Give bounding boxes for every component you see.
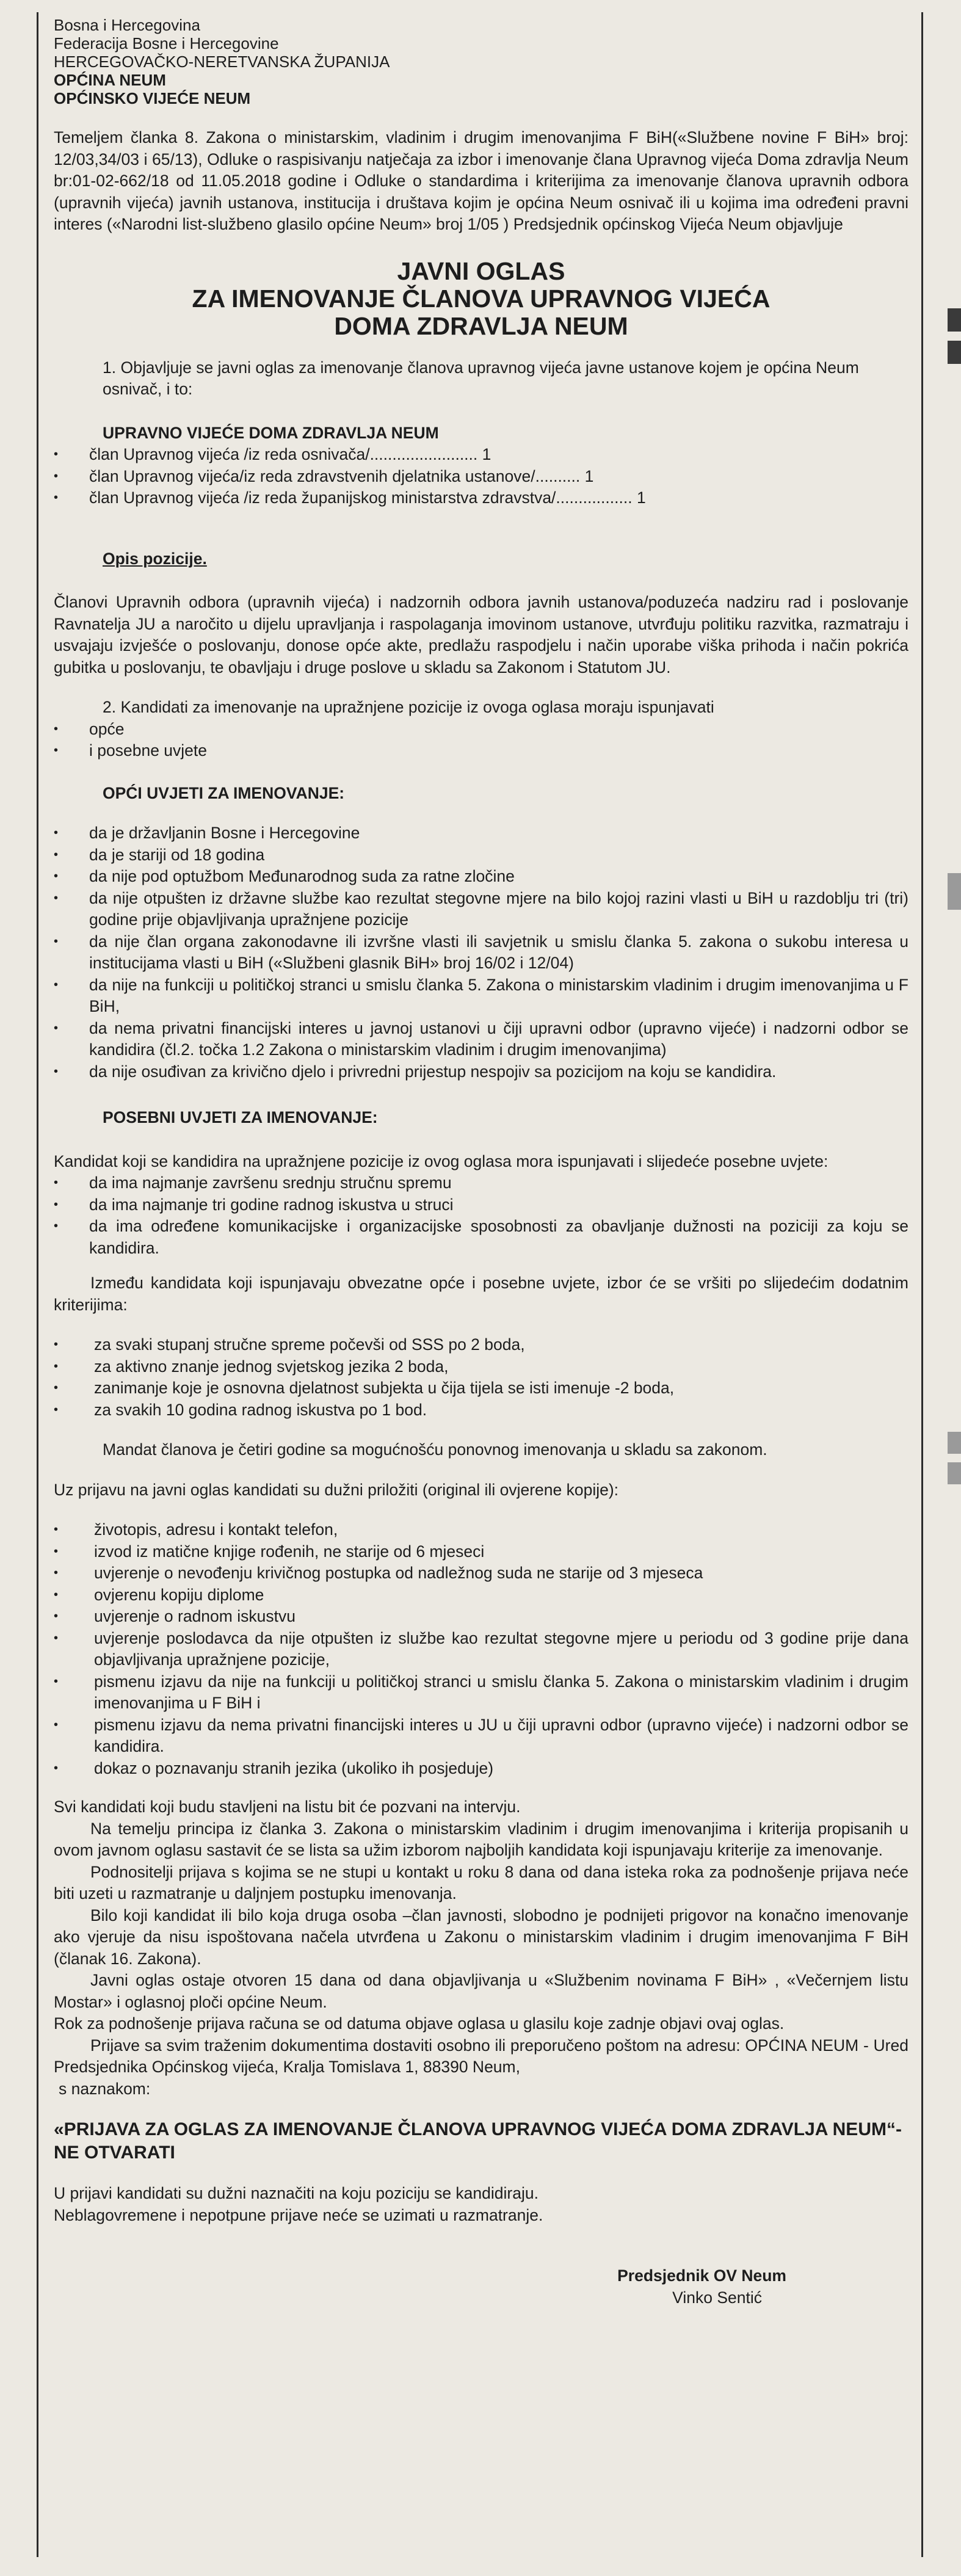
edge-mark <box>948 341 961 364</box>
edge-mark <box>948 873 961 910</box>
council-heading: UPRAVNO VIJEĆE DOMA ZDRAVLJA NEUM <box>103 423 439 442</box>
signature-name: Vinko Sentić <box>672 2288 762 2307</box>
final-paragraph: Neblagovremene i nepotpune prijave neće se uzimati u razmatranje. <box>54 2205 543 2224</box>
final-paragraph: Svi kandidati koji budu stavljeni na listu bit će pozvani na intervju. <box>54 1798 521 1816</box>
list-item: • opće <box>54 719 908 741</box>
intro-paragraph: Temeljem članka 8. Zakona o ministarskim, vladinim i drugim imenovanjima F BiH(«Službene novine F BiH» broj: 12/03,34/03 i 65/13), Odluke o raspisivanju natječaja za izbor i imenovanje člana Upravnog vijeća Doma zdravlja Neum br:01-02-662/18 od 11.05.2018 godine i Odluke o standardima i kriterijima za imenovanje članova upravnih odbora (upravnih vijeća) javnih ustanova, institucija i društava kojim je općina Neum osnivač ili u kojima ima određeni pravni interes («Narodni list-službeno glasilo općine Neum» broj 1/05 ) Predsjednik općinskog Vijeća Neum objavljuje <box>54 128 908 233</box>
edge-mark <box>948 1462 961 1484</box>
kriteriji-paragraph: Između kandidata koji ispunjavaju obvezatne opće i posebne uvjete, izbor će se vršiti po slijedećim dodatnim kriterijima: <box>54 1274 908 1314</box>
council-name: OPĆINSKO VIJEĆE NEUM <box>54 89 251 107</box>
list-item: • dokaz o poznavanju stranih jezika (ukoliko ih posjeduje) <box>54 1758 908 1780</box>
section-1-text: 1. Objavljuje se javni oglas za imenovanje članova upravnog vijeća javne ustanove kojem je općina Neum osnivač, i to: <box>103 358 859 398</box>
final-block <box>54 1796 908 2100</box>
list-item: • ovjerenu kopiju diplome <box>54 1584 908 1606</box>
notice-content <box>54 16 908 2309</box>
final-paragraph: Podnositelji prijava s kojima se ne stupi u kontakt u roku 8 dana od dana isteka roka za podnošenje prijava neće biti uzeti u razmatranje u daljnjem postupku imenovanja. <box>54 1862 908 1903</box>
final-paragraph: Rok za podnošenje prijava računa se od datuma objave oglasa u glasilu koje zadnje objavi ovaj oglas. <box>54 2014 785 2033</box>
opis-heading: Opis pozicije. <box>103 549 207 568</box>
edge-mark <box>948 1432 961 1454</box>
header-block <box>54 16 908 107</box>
final-paragraph: U prijavi kandidati su dužni naznačiti na koju poziciju se kandidiraju. <box>54 2184 539 2202</box>
title-line: JAVNI OGLAS <box>397 256 565 285</box>
signature-title: Predsjednik OV Neum <box>617 2266 786 2285</box>
list-item: • da nije otpušten iz državne službe kao rezultat stegovne mjere na bilo kojoj razini vlasti u BiH u razdoblju tri (tri) godine prije objavljivanja upražnjene pozicije <box>54 888 908 931</box>
title-line: DOMA ZDRAVLJA NEUM <box>334 311 628 340</box>
header-line: HERCEGOVAČKO-NERETVANSKA ŽUPANIJA <box>54 53 390 71</box>
list-item: • pismenu izjavu da nije na funkciji u političkoj stranci u smislu članka 5. Zakona o ministarskim vladinim i drugim imenovanjima u F BiH i <box>54 1671 908 1714</box>
list-item: • zanimanje koje je osnovna djelatnost subjekta u čija tijela se isti imenuje -2 boda, <box>54 1377 908 1399</box>
envelope-marking: «PRIJAVA ZA OGLAS ZA IMENOVANJE ČLANOVA UPRAVNOG VIJEĆA DOMA ZDRAVLJA NEUM“-NE OTVARATI <box>54 2119 902 2163</box>
list-item: • da je državljanin Bosne i Hercegovine <box>54 822 908 844</box>
opci-list <box>54 822 908 1083</box>
header-line: Bosna i Hercegovina <box>54 16 200 34</box>
list-item: • da nije osuđivan za krivično djelo i privredni prijestup nespojiv sa pozicijom na koju se kandidira. <box>54 1061 908 1083</box>
list-item: • uvjerenje o nevođenju krivičnog postupka od nadležnog suda ne starije od 3 mjeseca <box>54 1562 908 1584</box>
list-item: • za svakih 10 godina radnog iskustva po 1 bod. <box>54 1399 908 1421</box>
prilozi-list <box>54 1519 908 1779</box>
opis-paragraph: Članovi Upravnih odbora (upravnih vijeća) i nadzornih odbora javnih ustanova/poduzeća nadziru rad i poslovanje Ravnatelja JU a naročito u dijelu upravljanja i raspolaganja imovinom ustanove, utvrđuju politiku razvitka, razmatraju i usvajaju izvješće o poslovanju, donose opće akte, predlažu raspodjelu i način uporabe viška prihoda i način pokrića gubitka u poslovanju, te obavljaju i druge poslove u skladu sa Zakonom i Statutom JU. <box>54 593 908 677</box>
final-paragraph: Bilo koji kandidat ili bilo koja druga osoba –član javnosti, slobodno je podnijeti prigovor na konačno imenovanje ako vjeruje da nisu ispoštovana načela utvrđena u Zakonu o ministarskim vladinim i drugim imenovanjima F BiH (članak 16. Zakona). <box>54 1906 908 1968</box>
final-paragraph: s naznakom: <box>59 2079 151 2098</box>
municipality-name: OPĆINA NEUM <box>54 71 166 89</box>
list-item: • da nije pod optužbom Međunarodnog suda za ratne zločine <box>54 866 908 888</box>
title-line: ZA IMENOVANJE ČLANOVA UPRAVNOG VIJEĆA <box>192 284 771 313</box>
list-item: • da ima najmanje tri godine radnog iskustva u struci <box>54 1194 908 1216</box>
notice-title <box>54 258 908 340</box>
mandat-paragraph: Mandat članova je četiri godine sa mogućnošću ponovnog imenovanja u skladu sa zakonom. <box>103 1440 767 1459</box>
list-item: • da ima najmanje završenu srednju stručnu spremu <box>54 1172 908 1194</box>
list-item: • da nije na funkciji u političkoj stranci u smislu članka 5. Zakona o ministarskim vladinim i drugim imenovanjima u F BiH, <box>54 974 908 1018</box>
list-item: • da ima određene komunikacijske i organizacijske sposobnosti za obavljanje dužnosti na poziciji za koju se kandidira. <box>54 1216 908 1259</box>
posebni-list <box>54 1172 908 1259</box>
section-2-text: 2. Kandidati za imenovanje na upražnjene pozicije iz ovoga oglasa moraju ispunjavati <box>103 698 714 716</box>
list-item: • uvjerenje o radnom iskustvu <box>54 1606 908 1628</box>
prilozi-paragraph: Uz prijavu na javni oglas kandidati su dužni priložiti (original ili ovjerene kopije): <box>54 1480 619 1499</box>
kriteriji-list <box>54 1334 908 1421</box>
list-item: • član Upravnog vijeća /iz reda županijskog ministarstva zdravstva/................. 1 <box>54 487 908 509</box>
signature-block <box>54 2265 908 2309</box>
list-item: • da nema privatni financijski interes u javnoj ustanovi u čiji upravni odbor (upravno vijeće) i nadzorni odbor se kandidira (čl.2. točka 1.2 Zakona o ministarskim vladinim i drugim imenovanjima) <box>54 1018 908 1061</box>
member-list <box>54 444 908 509</box>
posebni-paragraph: Kandidat koji se kandidira na upražnjene pozicije iz ovog oglasa mora ispunjavati i slijedeće posebne uvjete: <box>54 1152 829 1170</box>
list-item: • član Upravnog vijeća/iz reda zdravstvenih djelatnika ustanove/.......... 1 <box>54 466 908 488</box>
list-item: • da je stariji od 18 godina <box>54 844 908 866</box>
condition-types-list <box>54 719 908 762</box>
list-item: • uvjerenje poslodavca da nije otpušten iz službe kao rezultat stegovne mjere u periodu od 3 godine prije dana objavljivanja upražnjene pozicije, <box>54 1628 908 1671</box>
list-item: • životopis, adresu i kontakt telefon, <box>54 1519 908 1541</box>
list-item: • pismenu izjavu da nema privatni financijski interes u JU u čiji upravni odbor (upravno vijeće) i nadzorni odbor se kandidira. <box>54 1714 908 1758</box>
header-line: Federacija Bosne i Hercegovine <box>54 34 279 53</box>
opci-heading: OPĆI UVJETI ZA IMENOVANJE: <box>103 783 345 802</box>
list-item: • izvod iz matične knjige rođenih, ne starije od 6 mjeseci <box>54 1541 908 1563</box>
list-item: • član Upravnog vijeća /iz reda osnivača/........................ 1 <box>54 444 908 466</box>
list-item: • i posebne uvjete <box>54 740 908 762</box>
list-item: • za aktivno znanje jednog svjetskog jezika 2 boda, <box>54 1356 908 1378</box>
list-item: • da nije član organa zakonodavne ili izvršne vlasti ili savjetnik u smislu članka 5. zakona o sukobu interesa u institucijama vlasti u BiH («Službeni glasnik BiH» broj 16/02 i 12/04) <box>54 931 908 974</box>
final-paragraph: Na temelju principa iz članka 3. Zakona o ministarskim vladinim i drugim imenovanjima i kriterija propisanih u ovom javnom oglasu sastavit će se lista sa užim izborom najboljih kandidata koji ispunjavaju kriterije za imenovanje. <box>54 1819 908 1859</box>
final-paragraph: Prijave sa svim traženim dokumentima dostaviti osobno ili preporučeno poštom na adresu: OPĆINA NEUM - Ured Predsjednika Općinskog vijeća, Kralja Tomislava 1, 88390 Neum, <box>54 2036 908 2076</box>
edge-mark <box>948 308 961 332</box>
final-paragraph: Javni oglas ostaje otvoren 15 dana od dana objavljivanja u «Službenim novinama F BiH» , «Večernjem listu Mostar» i oglasnoj ploči općine Neum. <box>54 1971 908 2011</box>
posebni-heading: POSEBNI UVJETI ZA IMENOVANJE: <box>103 1108 378 1127</box>
closing-notes <box>54 2183 908 2226</box>
list-item: • za svaki stupanj stručne spreme počevši od SSS po 2 boda, <box>54 1334 908 1356</box>
